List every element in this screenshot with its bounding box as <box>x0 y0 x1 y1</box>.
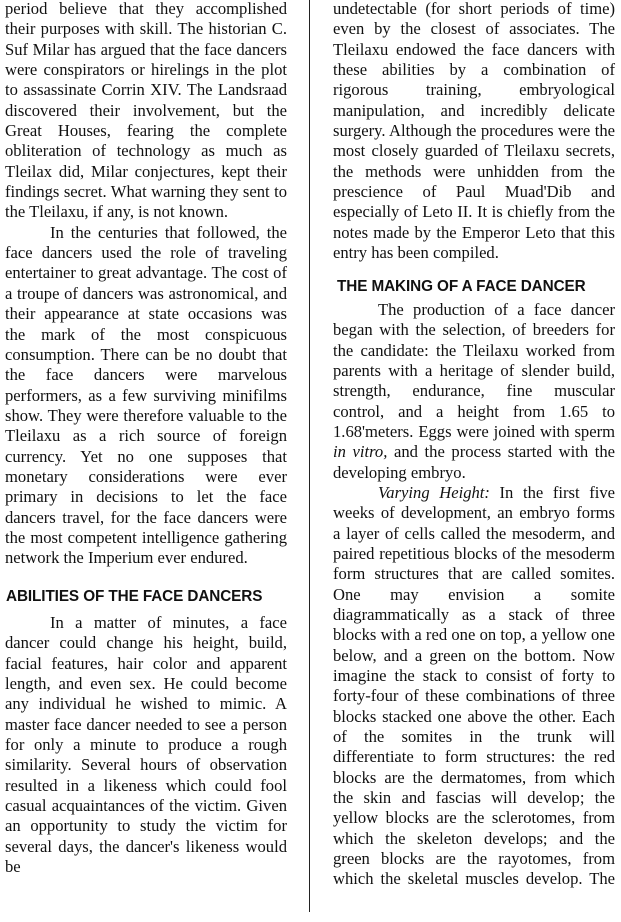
left-column <box>5 0 287 877</box>
paragraph-tleilaxu-methods: undetectable (for short periods of time) even by the closest of associates. The Tleilaxu endowed the face dancers with these abilities by a combination of rigorous training, embryological manipulation, and incredibly delicate surgery. Although the procedures were the most closely guarded of Tleilaxu secrets, the methods were unhidden from the prescience of Paul Muad'Dib and especially of Leto II. It is chiefly from the notes made by the Emperor Leto that this entry has been compiled. <box>333 0 615 263</box>
section-heading-abilities: ABILITIES OF THE FACE DANCERS <box>6 587 263 605</box>
section-heading-making: THE MAKING OF A FACE DANCER <box>337 278 586 296</box>
varying-height-text: In the first five weeks of development, an embryo forms a layer of cells called the mesoderm, and paired repetitious blocks of the mesoderm form structures that are called somites. One may envision a somite diagrammatically as a stack of three blocks with a red one on top, a yellow one below, and a green on the bottom. Now imagine the stack to consist of forty to forty-four of these combinations of three blocks stacked one above the other. Each of the somites in the trunk will differentiate to form structures: the red blocks are the dermatomes, from which the skin and fascias will develop; the yellow blocks are the sclerotomes, from which the skeleton develops; and the green blocks are the rayotomes, from which the skeletal muscles develop. The <box>333 482 615 889</box>
paragraph-varying-height <box>333 483 615 890</box>
paragraph-traveling-entertainers: In the centuries that followed, the face dancers used the role of traveling entertainer to great advantage. The cost of a troupe of dancers was astronomical, and their appearance at state occasions was the mark of the most conspicuous consumption. There can be no doubt that the face dancers were marvelous performers, as a few surviving minifilms show. They were therefore valuable to the Tleilaxu as a rich source of foreign currency. Yet no one supposes that monetary considerations were ever primary in decisions to let the face dancers travel, for the face dancers were the most competent intelligence gathering network the Imperium ever endured. <box>5 222 287 568</box>
production-text-end: and the process started with the developing embryo. <box>333 442 615 482</box>
right-column <box>333 0 615 890</box>
in-vitro-term: in vitro, <box>333 442 388 462</box>
paragraph-abilities: In a matter of minutes, a face dancer could change his height, build, facial features, hair color and apparent length, and even sex. He could become any individual he wished to mimic. A master face dancer needed to see a person for only a minute to produce a rough similarity. Several hours of observation resulted in a likeness which could fool casual acquaintances of the victim. Given an opportunity to study the victim for several days, the dancer's likeness would be <box>5 612 287 877</box>
production-text-start: The production of a face dancer began with the selection, of breeders for the candidate: the Tleilaxu worked from parents with a heritage of slender build, strength, endurance, fine muscular control, and a height from 1.65 to 1.68'meters. Eggs were joined with sperm <box>333 299 615 441</box>
paragraph-milar-conspiracy: period believe that they accomplished their purposes with skill. The historian C. Suf Milar has argued that the face dancers were conspirators or hirelings in the plot to assassinate Corrin XIV. The Landsraad discovered their involvement, but the Great Houses, fearing the complete obliteration of technology as much as Tleilax did, Milar conjectures, kept their findings secret. What warning they sent to the Tleilaxu, if any, is not known. <box>5 0 287 222</box>
paragraph-production <box>333 300 615 483</box>
column-divider <box>309 0 310 912</box>
varying-height-lead: Varying Height: <box>378 482 490 502</box>
